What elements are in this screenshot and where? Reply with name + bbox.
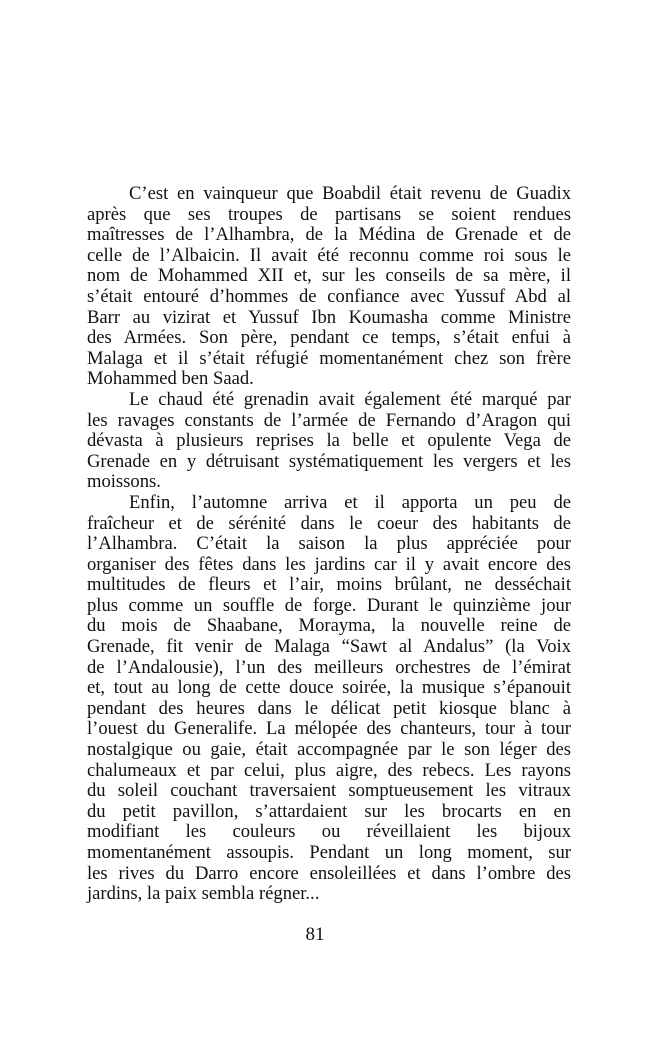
text-line: de l’Andalousie), l’un des meilleurs orchestres de l’émirat — [87, 656, 571, 678]
text-line: après que ses troupes de partisans se soient rendues — [87, 203, 571, 225]
text-line: les rives du Darro encore ensoleillées et dans l’ombre des — [87, 862, 571, 884]
text-line: les ravages constants de l’armée de Fernando d’Aragon qui — [87, 409, 571, 431]
text-line: Enfin, l’automne arriva et il apporta un peu de — [129, 491, 571, 513]
text-line: maîtresses de l’Alhambra, de la Médina de Grenade et de — [87, 224, 571, 246]
page-number: 81 — [305, 924, 325, 945]
text-line: Malaga et il s’était réfugié momentanément chez son frère — [87, 347, 571, 369]
text-line: et, tout au long de cette douce soirée, la musique s’épanouit — [87, 677, 571, 699]
text-line: Grenade en y détruisant systématiquement les vergers et les — [87, 450, 571, 472]
text-line: momentanément assoupis. Pendant un long moment, sur — [87, 842, 571, 863]
text-line: organiser des fêtes dans les jardins car il y avait encore des — [87, 553, 571, 575]
text-line: pendant des heures dans le délicat petit kiosque blanc à — [87, 697, 571, 719]
text-line: moissons. — [87, 471, 161, 493]
text-line: du mois de Shaabane, Morayma, la nouvelle reine de — [87, 615, 571, 637]
text-line: Le chaud été grenadin avait également été marqué par — [129, 388, 571, 410]
text-line: C’est en vainqueur que Boabdil était revenu de Guadix — [129, 183, 571, 204]
text-line: nom de Mohammed XII et, sur les conseils de sa mère, il — [87, 265, 571, 287]
text-line: Mohammed ben Saad. — [87, 368, 254, 390]
text-line: l’ouest du Generalife. La mélopée des chanteurs, tour à tour — [87, 718, 571, 740]
text-line: du petit pavillon, s’attardaient sur les brocarts en en — [87, 800, 571, 822]
text-line: dévasta à plusieurs reprises la belle et opulente Vega de — [87, 430, 571, 452]
text-line: plus comme un souffle de forge. Durant le quinzième jour — [87, 594, 571, 616]
paragraph — [87, 390, 571, 493]
paragraph — [87, 493, 571, 905]
text-line: l’Alhambra. C’était la saison la plus appréciée pour — [87, 533, 571, 555]
text-line: chalumeaux et par celui, plus aigre, des rebecs. Les rayons — [87, 759, 571, 781]
text-line: Grenade, fit venir de Malaga “Sawt al Andalus” (la Voix — [87, 636, 571, 658]
text-line: celle de l’Albaicin. Il avait été reconnu comme roi sous le — [87, 244, 571, 266]
text-line: s’était entouré d’hommes de confiance avec Yussuf Abd al — [87, 285, 571, 307]
text-line: nostalgique ou gaie, était accompagnée par le son léger des — [87, 739, 571, 761]
text-line: fraîcheur et de sérénité dans le coeur des habitants de — [87, 512, 571, 534]
text-line: Barr au vizirat et Yussuf Ibn Koumasha comme Ministre — [87, 306, 571, 328]
paragraph — [87, 184, 571, 390]
text-line: des Armées. Son père, pendant ce temps, s’était enfui à — [87, 327, 571, 349]
text-line: multitudes de fleurs et l’air, moins brûlant, ne desséchait — [87, 574, 571, 596]
body-text — [87, 184, 571, 905]
text-line: modifiant les couleurs ou réveillaient les bijoux — [87, 821, 571, 843]
text-line: jardins, la paix sembla régner... — [87, 883, 320, 905]
text-line: du soleil couchant traversaient somptueusement les vitraux — [87, 780, 571, 802]
